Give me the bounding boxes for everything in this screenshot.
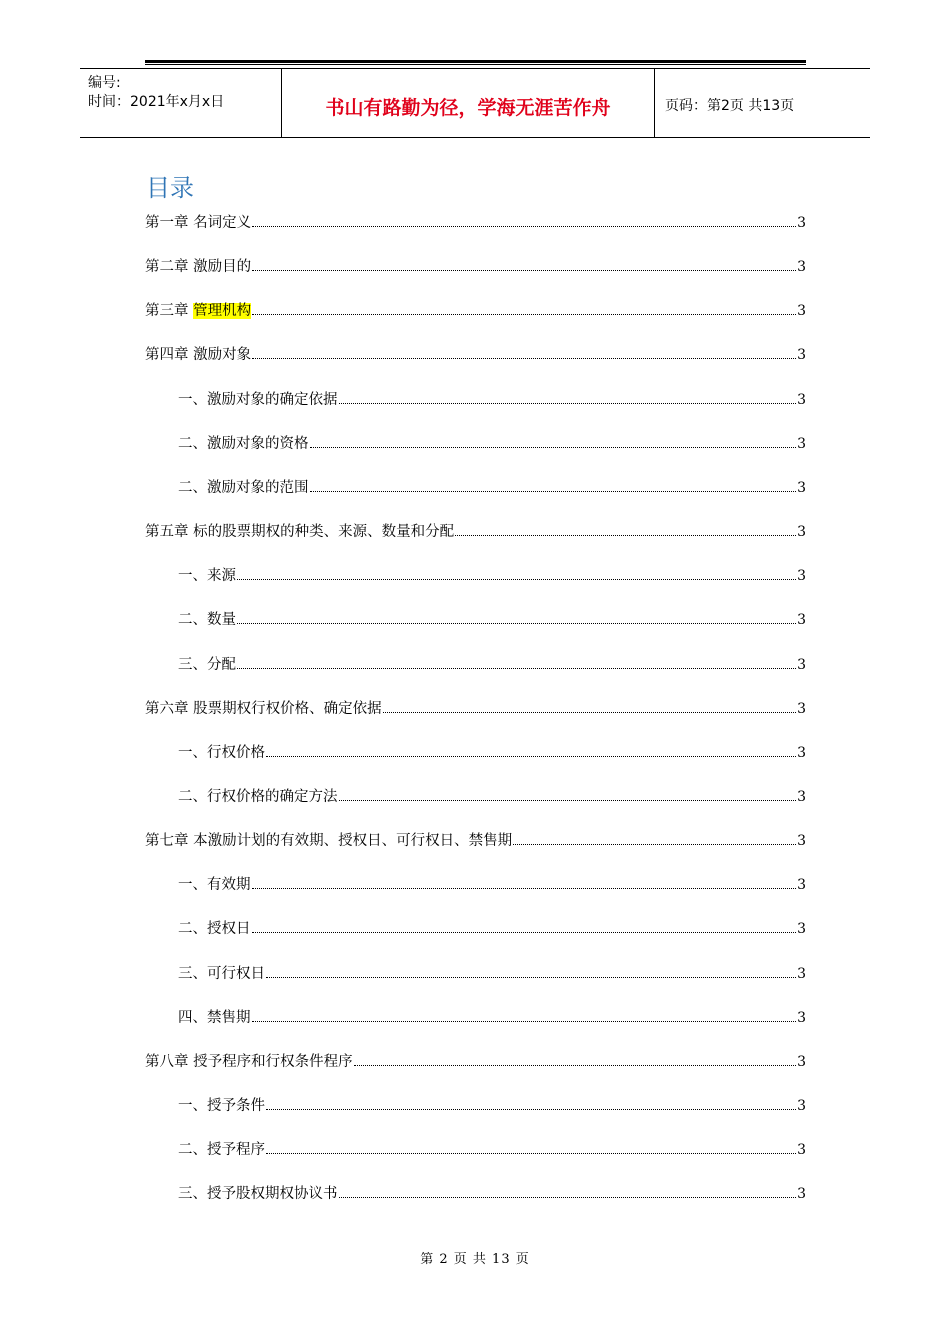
toc-entry-page: 3 — [797, 788, 806, 805]
toc-dot-leader — [310, 490, 797, 492]
toc-entry-page: 3 — [797, 347, 806, 364]
toc-entry[interactable] — [0, 826, 950, 850]
toc-dot-leader — [252, 887, 797, 889]
toc-entry[interactable] — [0, 782, 950, 806]
toc-entry-text: 数量 — [207, 612, 236, 629]
toc-entry-line — [178, 567, 806, 585]
toc-entry[interactable] — [0, 1135, 950, 1159]
header-top-rule-thin — [145, 64, 806, 65]
toc-entry-label — [178, 1185, 339, 1203]
toc-dot-leader — [339, 799, 797, 801]
toc-entry[interactable] — [0, 473, 950, 497]
toc-entry-label — [178, 567, 237, 585]
toc-entry-text: 授予程序和行权条件程序 — [193, 1053, 353, 1070]
toc-entry-page: 3 — [797, 744, 806, 761]
toc-entry-line — [178, 744, 806, 762]
toc-entry-text: 本激励计划的有效期、授权日、可行权日、禁售期 — [193, 833, 513, 850]
toc-entry[interactable] — [0, 252, 950, 276]
toc-entry-prefix: 三、 — [178, 1186, 207, 1203]
toc-entry[interactable] — [0, 340, 950, 364]
toc-dot-leader — [252, 1020, 797, 1022]
toc-entry-text: 行权价格 — [207, 744, 265, 761]
header-cell-page — [655, 69, 870, 137]
toc-entry-text: 标的股票期权的种类、来源、数量和分配 — [193, 524, 455, 541]
toc-entry-text: 激励对象的资格 — [207, 435, 309, 452]
toc-entry-page: 3 — [797, 1053, 806, 1070]
toc-dot-leader — [339, 402, 797, 404]
toc-entry-label — [145, 302, 252, 320]
toc-entry-prefix: 二、 — [178, 788, 207, 805]
header-cell-motto — [282, 69, 655, 137]
toc-entry-page: 3 — [797, 1098, 806, 1114]
document-date-label: 时间：2021年x月x日 — [88, 94, 225, 110]
toc-dot-leader — [383, 711, 796, 713]
toc-dot-leader — [339, 1196, 797, 1198]
toc-entry-page: 3 — [797, 612, 806, 629]
toc-entry-line — [178, 479, 806, 497]
toc-entry-page: 3 — [797, 524, 806, 541]
toc-entry-page: 3 — [797, 391, 806, 408]
toc-entry-page: 3 — [797, 877, 806, 894]
toc-dot-leader — [455, 534, 796, 536]
toc-entry-page: 3 — [797, 479, 806, 496]
toc-entry-text: 名词定义 — [193, 215, 252, 231]
toc-entry[interactable] — [0, 429, 950, 453]
toc-entry-prefix: 一、 — [178, 1098, 207, 1114]
toc-entry-label — [178, 965, 266, 983]
toc-entry-text: 来源 — [207, 568, 236, 585]
toc-entry-line — [178, 435, 806, 453]
toc-entry-prefix: 第二章 — [145, 259, 189, 276]
toc-dot-leader — [252, 357, 796, 359]
toc-dot-leader — [266, 1152, 796, 1154]
toc-entry[interactable] — [0, 870, 950, 894]
toc-entry[interactable] — [0, 694, 950, 718]
toc-entry-line — [145, 1053, 806, 1071]
toc-entry-text: 授予股权期权协议书 — [207, 1186, 338, 1203]
toc-entry[interactable] — [0, 650, 950, 674]
toc-entry[interactable] — [0, 296, 950, 320]
toc-entry-line — [178, 788, 806, 806]
toc-entry-prefix: 第一章 — [145, 215, 189, 231]
toc-entry[interactable] — [0, 914, 950, 938]
toc-entry-text: 激励对象 — [193, 347, 252, 364]
toc-entry-line — [145, 523, 806, 541]
toc-entry-text: 授予程序 — [207, 1142, 265, 1159]
toc-entry-text: 可行权日 — [207, 965, 265, 982]
toc-entry-page: 3 — [797, 215, 806, 231]
toc-dot-leader — [237, 578, 796, 580]
toc-entry-prefix: 第五章 — [145, 524, 189, 541]
toc-entry-text: 行权价格的确定方法 — [207, 788, 338, 805]
toc-dot-leader — [354, 1064, 796, 1066]
toc-entry-prefix: 三、 — [178, 656, 207, 673]
toc-entry-prefix: 一、 — [178, 744, 207, 761]
toc-entry-prefix: 二、 — [178, 921, 207, 938]
toc-entry[interactable] — [0, 561, 950, 585]
toc-entry-line — [178, 920, 806, 938]
toc-entry-label — [178, 479, 310, 497]
toc-entry[interactable] — [0, 1091, 950, 1115]
toc-entry-label — [145, 258, 252, 276]
toc-entry-prefix: 第八章 — [145, 1053, 189, 1070]
toc-entry-text: 激励对象的范围 — [207, 479, 309, 496]
toc-entry-label — [178, 1009, 252, 1027]
toc-entry-text: 有效期 — [207, 877, 251, 894]
footer-page-number: 第 2 页 共 13 页 — [420, 1252, 530, 1267]
toc-entry-text: 授权日 — [207, 921, 251, 938]
toc-entry-text: 授予条件 — [207, 1098, 265, 1114]
toc-entry-prefix: 三、 — [178, 965, 207, 982]
toc-entry-line — [178, 965, 806, 983]
toc-entry-line — [145, 700, 806, 718]
toc-dot-leader — [252, 931, 797, 933]
toc-entry-label — [145, 832, 513, 850]
toc-entry[interactable] — [0, 1179, 950, 1203]
toc-entry-prefix: 四、 — [178, 1009, 207, 1026]
toc-dot-leader — [252, 225, 796, 227]
toc-entry-page: 3 — [797, 921, 806, 938]
toc-entry-page: 3 — [797, 568, 806, 585]
toc-entry-text: 分配 — [207, 656, 236, 673]
toc-entry-label — [145, 523, 455, 541]
toc-entry-page: 3 — [797, 1186, 806, 1203]
document-number-label: 编号: — [88, 75, 121, 91]
toc-entry-prefix: 第四章 — [145, 347, 189, 364]
toc-title: 目录 — [146, 174, 194, 202]
toc-dot-leader — [266, 1108, 796, 1110]
toc-entry-label — [178, 611, 237, 629]
toc-dot-leader — [310, 446, 797, 448]
toc-entry[interactable] — [0, 738, 950, 762]
toc-dot-leader — [237, 622, 796, 624]
toc-entry-label — [178, 744, 266, 762]
toc-entry-line — [178, 391, 806, 409]
toc-dot-leader — [252, 269, 796, 271]
toc-entry-label — [178, 788, 339, 806]
toc-entry-line — [178, 1141, 806, 1159]
toc-entry-text: 管理机构 — [193, 303, 252, 320]
toc-dot-leader — [237, 667, 796, 669]
toc-entry-line — [145, 302, 806, 320]
toc-entry-line — [178, 1097, 806, 1115]
toc-entry-label — [178, 876, 252, 894]
toc-entry-label — [145, 700, 383, 718]
toc-entry-line — [178, 1185, 806, 1203]
toc-entry-line — [145, 214, 806, 232]
toc-entry-line — [178, 611, 806, 629]
toc-entry[interactable] — [0, 1003, 950, 1027]
header-table — [80, 68, 870, 138]
toc-entry-text: 股票期权行权价格、确定依据 — [193, 700, 382, 717]
toc-entry-page: 3 — [797, 656, 806, 673]
toc-entry-label — [145, 1053, 354, 1071]
toc-entry-prefix: 一、 — [178, 568, 207, 585]
toc-entry-label — [178, 920, 252, 938]
toc-entry-prefix: 二、 — [178, 479, 207, 496]
toc-entry[interactable] — [0, 208, 950, 232]
toc-entry[interactable] — [0, 605, 950, 629]
toc-entry-label — [145, 214, 252, 232]
toc-entry-text: 禁售期 — [207, 1009, 251, 1026]
toc-entry-text: 激励目的 — [193, 259, 252, 276]
toc-entry-prefix: 二、 — [178, 1142, 207, 1159]
toc-entry[interactable] — [0, 517, 950, 541]
toc-entry-page: 3 — [797, 435, 806, 452]
header-cell-info — [80, 69, 282, 137]
toc-entry-page: 3 — [797, 833, 806, 850]
toc-entry-prefix: 第三章 — [145, 303, 189, 320]
toc-entry-page: 3 — [797, 303, 806, 320]
toc-entry-label — [145, 346, 252, 364]
toc-entry-label — [178, 391, 339, 409]
header-top-rule-thick — [145, 60, 806, 63]
header-page-number: 页码：第2页 共13页 — [665, 98, 795, 114]
toc-entry-prefix: 二、 — [178, 435, 207, 452]
toc-entry-prefix: 二、 — [178, 612, 207, 629]
toc-entry-label — [178, 656, 237, 674]
toc-entry-label — [178, 435, 310, 453]
toc-entry-prefix: 第七章 — [145, 833, 189, 850]
toc-entry-line — [178, 1009, 806, 1027]
toc-dot-leader — [252, 313, 796, 315]
header-motto: 书山有路勤为径，学海无涯苦作舟 — [325, 97, 611, 119]
toc-entry-page: 3 — [797, 259, 806, 276]
toc-entry-page: 3 — [797, 965, 806, 982]
toc-entry[interactable] — [0, 1047, 950, 1071]
toc-entry-line — [178, 656, 806, 674]
toc-entry-line — [145, 346, 806, 364]
toc-dot-leader — [266, 976, 796, 978]
toc-dot-leader — [513, 843, 796, 845]
toc-entry-prefix: 一、 — [178, 391, 207, 408]
toc-entry-prefix: 一、 — [178, 877, 207, 894]
toc-entry[interactable] — [0, 385, 950, 409]
toc-entry[interactable] — [0, 959, 950, 983]
toc-entry-line — [145, 832, 806, 850]
toc-entry-text: 激励对象的确定依据 — [207, 391, 338, 408]
toc-entry-page: 3 — [797, 1142, 806, 1159]
toc-entry-label — [178, 1097, 266, 1115]
toc-entry-page: 3 — [797, 700, 806, 717]
toc-dot-leader — [266, 755, 796, 757]
toc-entry-line — [145, 258, 806, 276]
toc-entry-page: 3 — [797, 1009, 806, 1026]
toc-entry-label — [178, 1141, 266, 1159]
toc-entry-prefix: 第六章 — [145, 700, 189, 717]
toc-entry-line — [178, 876, 806, 894]
